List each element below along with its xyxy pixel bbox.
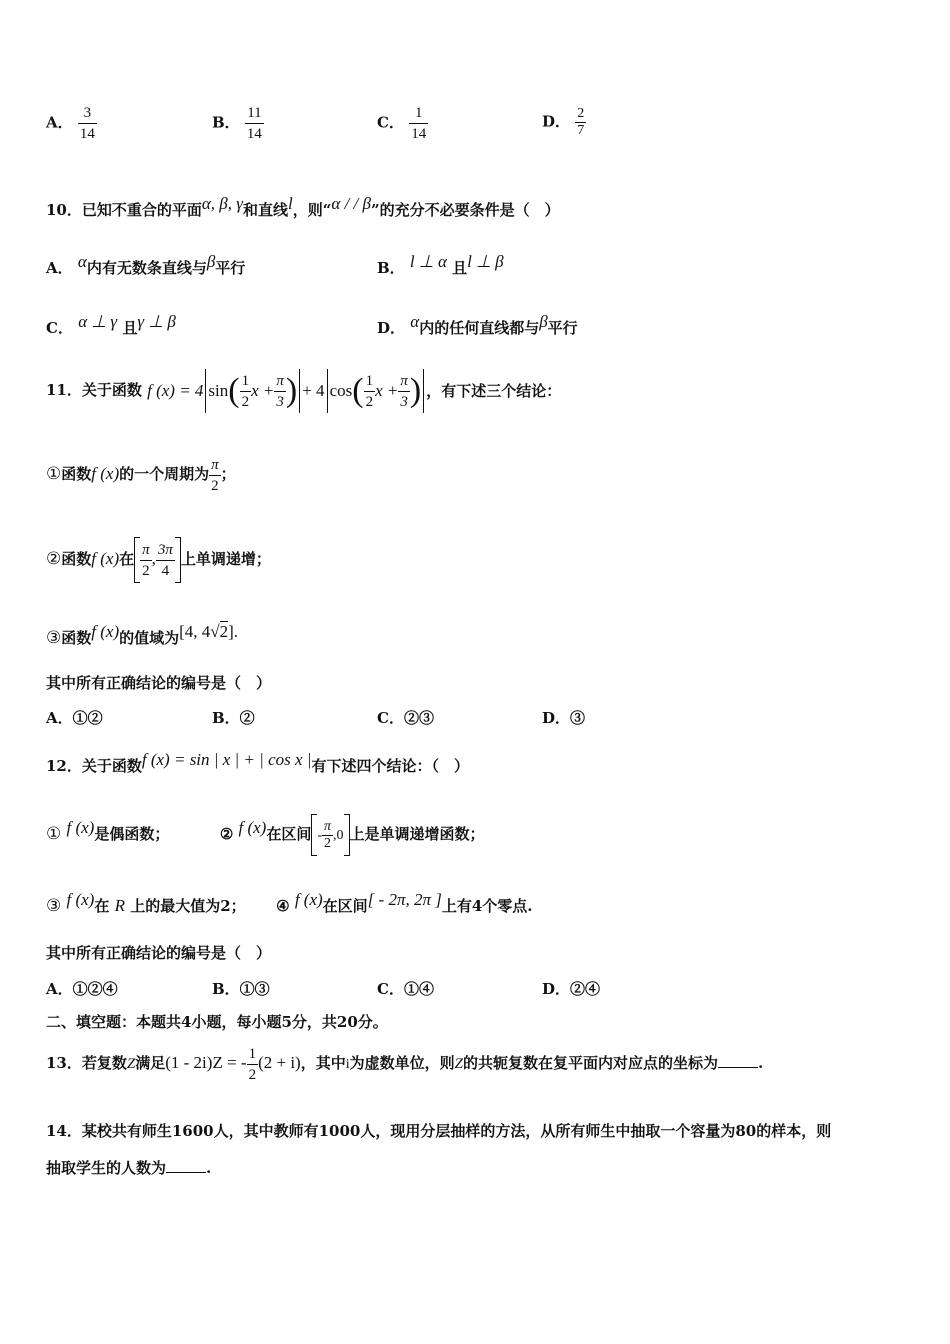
q13-stem: 13．若复数Z满足(1 - 2i)Z = - $\frac{1}{2}$ (2 + i)，其中i为虚数单位，则Z的共轭复数在复平面内对应点的坐标为 . [46,1045,764,1083]
q11-conclusion-3: ③函数$^{f (x)}$的值域为$^{[4, 4√2].}$ [46,622,239,647]
q9-c-fraction: $\frac{1}{14}$ [411,105,427,142]
q12-option-c: C．①④ [377,980,434,998]
q13-answer-blank[interactable] [718,1067,758,1068]
q9-d-fraction: $\frac{2}{7}$ [577,106,585,138]
q11-option-b: B．② [212,709,255,727]
q9-option-d: D． $\frac{2}{7}$ [542,106,585,138]
q14-line-1: 14．某校共有师生1600人，其中教师有1000人，现用分层抽样的方法，从所有师生中抽取一个容量为80的样本，则 [46,1122,832,1140]
q11-conclusion-1: ①函数f (x)的一个周期为 $\frac{\pi}{2}$ ； [46,456,236,494]
q11-conclusion-2: ②函数f (x)在 $\frac{\pi}{2}$ , $\frac{3\pi}{4}$ 上单调递增； [46,535,271,583]
q12-option-b: B．①③ [212,980,270,998]
q12-which: 其中所有正确结论的编号是（ ） [46,944,272,962]
q9-option-c: C． $\frac{1}{14}$ [377,105,427,142]
q9-a-fraction: $\frac{3}{14}$ [79,105,95,142]
q11-which: 其中所有正确结论的编号是（ ） [46,674,272,692]
q10-option-a: A． $^\alpha$内有无数条直线与$^\beta$平行 [46,252,246,277]
q11-option-a: A．①② [46,709,103,727]
q14-answer-blank[interactable] [166,1172,206,1173]
q10-option-d: D． $^\alpha$内的任何直线都与$^\beta$平行 [377,312,578,337]
q11-stem: 11．关于函数 f (x) = 4 sin( $\frac{1}{2}$ x + $\frac{\pi}{3}$ ) + 4 cos( $\frac{1}{2}$ x + $\frac{\pi}{3}$ ) ，有下述三个结论： [46,368,561,413]
q12-stem: 12．关于函数$^{f (x) = sin | x | + | cos x |}$有下述四个结论：（ ） [46,750,469,775]
q9-option-a: A． $\frac{3}{14}$ [46,105,95,142]
q9-b-fraction: $\frac{11}{14}$ [246,105,262,142]
q10-option-b: B． $^{l \perp \alpha}$ 且$^{l \perp \beta}$ [377,252,504,277]
q12-conclusion-row-2: ③ $^{f (x)}$在 R 上的最大值为2； ④ $^{f (x)}$在区间[ - 2π, 2π ]上有4个零点. [46,890,533,915]
section-2-heading: 二、填空题：本题共4小题，每小题5分，共20分。 [46,1013,388,1031]
q11-option-d: D．③ [542,709,586,727]
q12-option-d: D．②④ [542,980,601,998]
q14-line-2: 抽取学生的人数为 . [46,1159,212,1177]
q10-option-c: C． $^{\alpha \perp \gamma}$ 且$^{\gamma \perp \beta}$ [46,312,176,337]
q12-conclusion-row-1: ① $^{f (x)}$是偶函数； ② $^{f (x)}$在区间 - $\frac{\pi}{2}$ ,0 上是单调递增函数； [46,806,485,858]
q11-option-c: C．②③ [377,709,434,727]
q10-stem: 10．已知不重合的平面$^{\alpha, \beta, \gamma}$和直线$^l$，则“$^{\alpha / / \beta}$”的充分不必要条件是（ ） [46,194,560,219]
q12-option-a: A．①②④ [46,980,118,998]
q9-option-b: B． $\frac{11}{14}$ [212,105,262,142]
